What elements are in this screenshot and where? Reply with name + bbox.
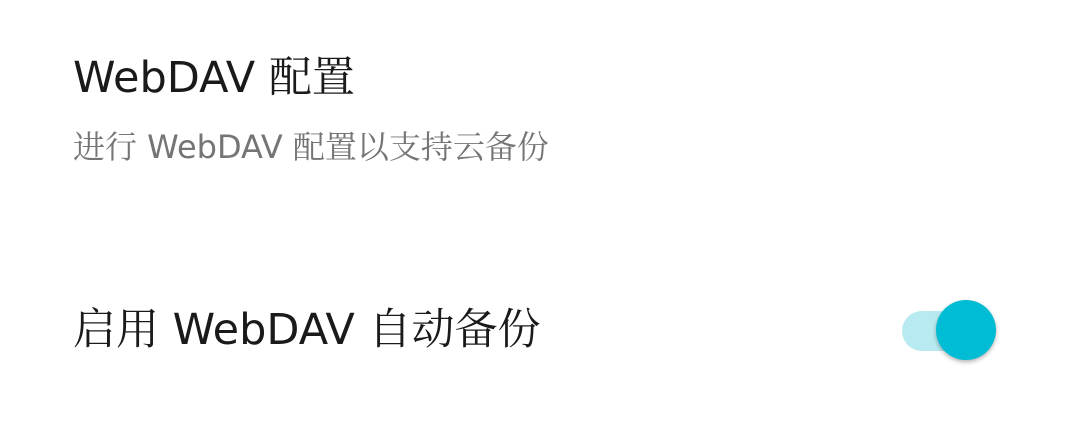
webdav-auto-backup-title: 启用 WebDAV 自动备份	[73, 305, 541, 355]
webdav-auto-backup-switch[interactable]	[898, 298, 1002, 364]
webdav-config-summary: 进行 WebDAV 配置以支持云备份	[73, 128, 549, 166]
webdav-config-preference[interactable]	[0, 0, 1080, 210]
webdav-auto-backup-preference[interactable]	[0, 262, 1080, 402]
webdav-config-title: WebDAV 配置	[73, 53, 355, 103]
switch-thumb[interactable]	[936, 300, 996, 360]
